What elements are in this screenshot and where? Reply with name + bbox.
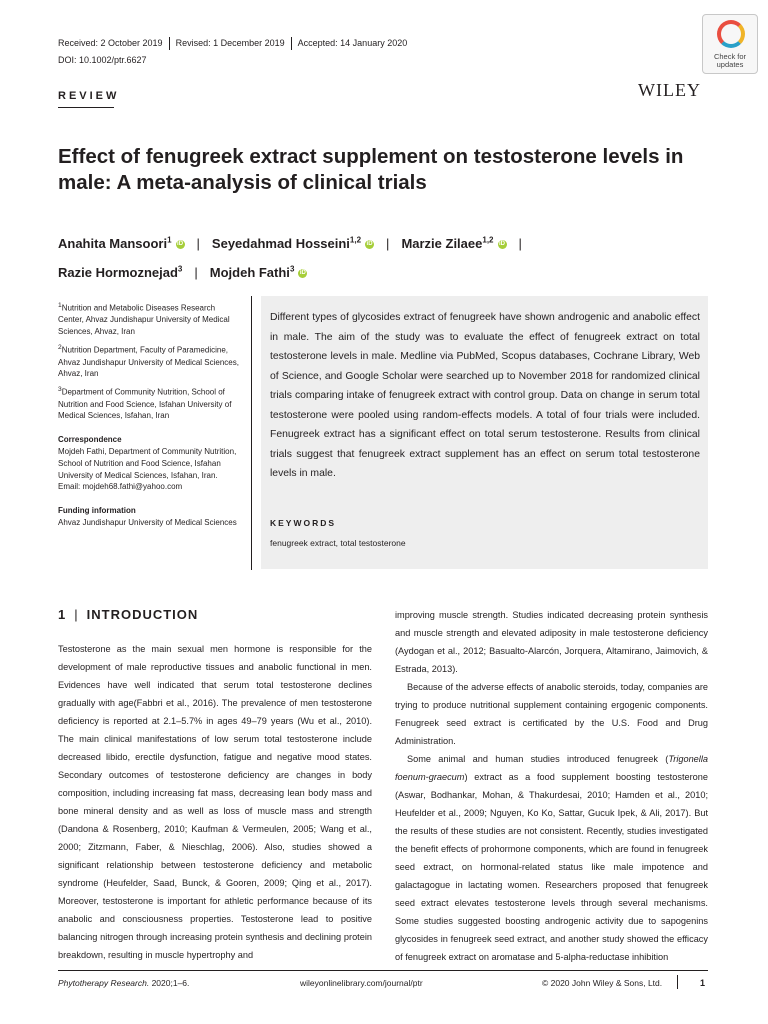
page-number: 1 (700, 978, 706, 988)
article-title: Effect of fenugreek extract supplement on testosterone levels in male: A meta-analysis of clinical trials (58, 145, 684, 194)
accepted-date: Accepted: 14 January 2020 (297, 37, 408, 48)
revised-date: Revised: 1 December 2019 (175, 37, 285, 48)
check-updates-icon (717, 20, 745, 48)
badge-line-2: updates (716, 60, 744, 69)
divider (58, 107, 114, 108)
paragraph: improving muscle strength. Studies indicated decreasing protein synthesis and muscle strength and elevated adiposity in male testosterone deficiency (Aydogan et al., 2012; Basualto-Alarcón, Jorquera, Altamirano, Jaimovich, & Estrada, 2013). (395, 610, 708, 674)
footer-rule (58, 970, 708, 971)
section-number: 1 (58, 607, 67, 622)
author-separator: | (386, 236, 390, 252)
correspondence-heading: Correspondence (58, 435, 122, 445)
orcid-icon[interactable]: iD (366, 241, 373, 248)
orcid-icon[interactable]: iD (299, 269, 306, 276)
funding-heading: Funding information (58, 506, 136, 516)
keywords-heading: KEYWORDS (270, 518, 337, 528)
doi[interactable]: DOI: 10.1002/ptr.6627 (58, 55, 147, 65)
section-separator: | (74, 607, 79, 622)
author-separator: | (196, 236, 200, 252)
copyright: © 2020 John Wiley & Sons, Ltd. (542, 978, 663, 988)
body-column-left (58, 640, 372, 964)
section-heading (58, 607, 198, 622)
author[interactable]: Marzie Zilaee$^{1,2}$ iD (401, 236, 505, 252)
author-list (58, 228, 718, 285)
affiliation: $^3$Department of Community Nutrition, School of Nutrition and Food Science, Isfahan University of Medical Sciences, Isfahan, Iran (58, 386, 232, 421)
journal-citation: Phytotherapy Research. 2020;1–6. (58, 978, 190, 988)
paragraph: Some animal and human studies introduced fenugreek (Trigonella foenum-graecum) extract as a food supplement boosting testosterone (Aswar, Bodhankar, Mohan, & Thakurdesai, 2010; Hamden et al., 2010; Heufelder et al., 2009; Nguyen, Ko Ko, Sattar, Gucuk Ipek, & Ali, 2017). But the results of these studies are not consistent. Recently, studies investigated the benefit effects of prohormone components, which are found in fenugreek seed extract, on hormonal-related status like male impotence and galactagogue in lactating women. Researchers proposed that fenugreek seed extract elevates testosterone levels through several mechanisms. Some studies suggested boosting androgenic activity due to sapogenins glycosides in fenugreek seed extract, and another study showed the efficacy of fenugreek extract on aromatase and 5-alpha-reductase inhibition (395, 754, 708, 962)
divider (291, 37, 292, 50)
badge-label (703, 53, 757, 69)
author[interactable]: Anahita Mansoori$^1$ iD (58, 236, 184, 252)
badge-line-1: Check for (713, 52, 747, 61)
author-separator: | (518, 236, 522, 252)
author-separator: | (194, 264, 198, 280)
correspondence-email[interactable]: Email: mojdeh68.fathi@yahoo.com (58, 482, 183, 492)
paragraph: Because of the adverse effects of anabolic steroids, today, companies are trying to produce nutritional supplement containing ergogenic components. Fenugreek seed extract is certificated by the U.S. Food and Drug Administration. (395, 682, 708, 746)
journal-url[interactable]: wileyonlinelibrary.com/journal/ptr (300, 978, 423, 988)
check-for-updates-button[interactable] (702, 14, 758, 74)
section-label: REVIEW (58, 90, 120, 102)
paragraph: Testosterone as the main sexual men hormone is responsible for the development of male reproductive tissues and anabolic functional in men. Evidences have well indicated that serum total testosterone declines gradually with age(Fabbri et al., 2016). The prevalence of men testosterone deficiency is reported at 2.1–5.7% in ages 49–79 years (Wu et al., 2010). The main clinical manifestations of low serum total testosterone include decreased libido, erectile dysfunction, fatigue and negative mood states. Secondary outcomes of testosterone deficiency are changes in body composition, including increasing fat mass, decreasing lean body mass and bone mineral density and as well as loss of muscle mass and strength (Dandona & Rosenberg, 2010; Kaufman & Vermeulen, 2005; Wang et al., 2000; Zitzmann, Faber, & Nieschlag, 2006). Also, studies showed a significant relationship between testosterone deficiency and metabolic syndrome (Heufelder, Saad, Bunck, & Gooren, 2009; Qing et al., 2017). Moreover, testosterone is important for athletic performance because of its anabolic and consciousness properties. Testosterone lead to positive balancing nitrogen through increasing protein synthesis and declining protein breakdown, resulting in muscle hypertrophy and (58, 644, 372, 960)
received-date: Received: 2 October 2019 (58, 37, 163, 48)
orcid-icon[interactable]: iD (177, 241, 184, 248)
abstract-text: Different types of glycosides extract of fenugreek have shown androgenic and anabolic effect in male. The aim of the study was to evaluate the effect of fenugreek extract on total testosterone levels in male. Medline via PubMed, Scopus databases, Cochrane Library, Web of Science, and Google Scholar were searched up to November 2018 for randomized clinical trials comparing intake of fenugreek extract with control group. Data on change in serum total testosterone were pooled using random-effects models. A total of four trials were included. Fenugreek extract has a significant effect on total serum testosterone. Results from clinical trials suggest that fenugreek extract supplement has an effect on serum total testosterone levels in male. (270, 312, 700, 479)
article-dates (58, 37, 407, 50)
orcid-icon[interactable]: iD (499, 241, 505, 248)
affiliation: $^1$Nutrition and Metabolic Diseases Research Center, Ahvaz Jundishapur University of Medical Sciences, Ahvaz, Iran (58, 302, 230, 337)
author[interactable]: Razie Hormoznejad$^3$ (58, 264, 183, 280)
abstract-box (261, 296, 708, 569)
divider (677, 975, 678, 989)
funding-text: Ahvaz Jundishapur University of Medical Sciences (58, 517, 237, 527)
affiliations-column (58, 300, 243, 533)
correspondence-text: Mojdeh Fathi, Department of Community Nutrition, School of Nutrition and Food Science, Isfahan University of Medical Sciences, Isfahan, Iran. (58, 446, 237, 480)
author[interactable]: Seyedahmad Hosseini$^{1,2}$ iD (211, 236, 373, 252)
column-divider (251, 296, 252, 570)
divider (169, 37, 170, 50)
body-column-right (395, 606, 708, 966)
author[interactable]: Mojdeh Fathi$^3$ iD (209, 264, 306, 280)
affiliation: $^2$Nutrition Department, Faculty of Paramedicine, Ahvaz Jundishapur University of Medical Sciences, Ahvaz, Iran (58, 344, 239, 379)
section-title: INTRODUCTION (86, 607, 199, 622)
keywords: fenugreek extract, total testosterone (270, 538, 406, 548)
publisher-logo: WILEY (638, 80, 701, 100)
